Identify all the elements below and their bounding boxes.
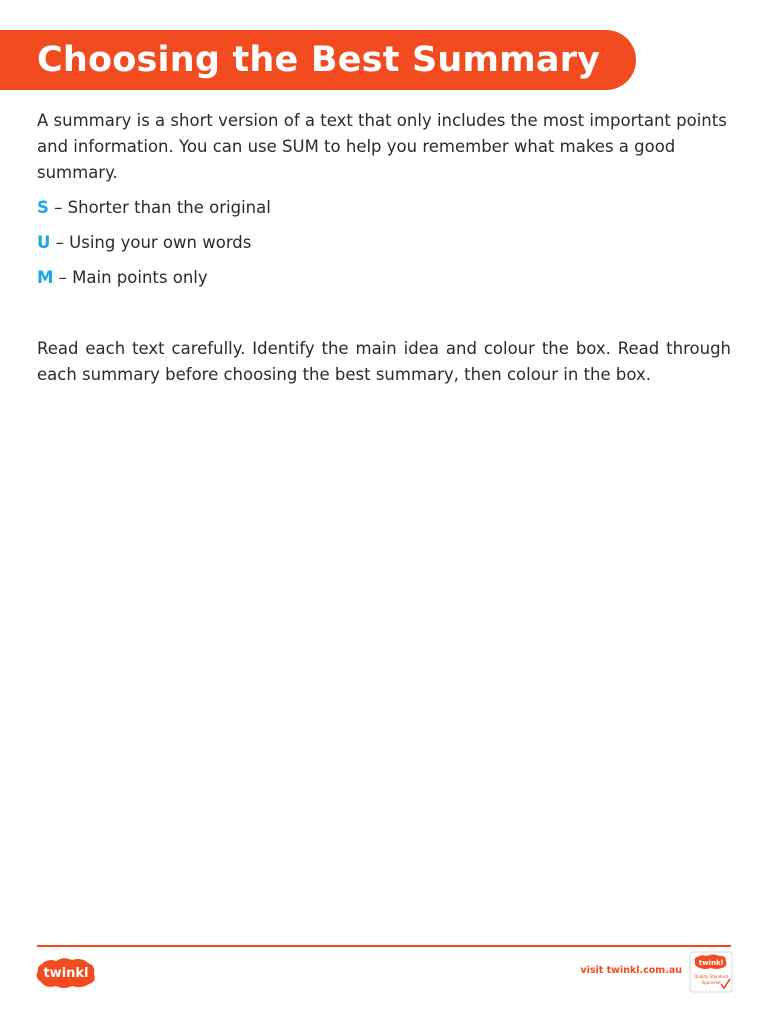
badge-label-1: Quality Standard <box>694 974 728 979</box>
page-title: Choosing the Best Summary <box>37 40 601 80</box>
sum-item-text: – Main points only <box>58 268 208 287</box>
sum-list <box>37 195 731 291</box>
sum-item-text: – Shorter than the original <box>54 198 271 217</box>
badge-label-2: Approved <box>701 980 721 985</box>
sum-letter: S <box>37 198 49 217</box>
instructions-paragraph: Read each text carefully. Identify the main idea and colour the box. Read through each summary before choosing the best summary, then colour in the box. <box>37 339 731 384</box>
title-banner <box>0 30 636 90</box>
footer-divider <box>37 945 731 947</box>
sum-letter: U <box>37 233 51 252</box>
quality-standard-badge-icon <box>689 951 733 993</box>
sum-letter: M <box>37 268 54 287</box>
footer-website-link[interactable]: visit twinkl.com.au <box>580 965 682 976</box>
sum-item-s <box>37 195 731 221</box>
sum-item-text: – Using your own words <box>55 233 252 252</box>
twinkl-logo-icon[interactable] <box>34 955 98 989</box>
badge-brand-text: twinkl <box>698 959 724 967</box>
sum-item-m <box>37 265 731 291</box>
logo-text: twinkl <box>43 966 89 981</box>
worksheet-content <box>37 108 731 388</box>
sum-item-u <box>37 230 731 256</box>
intro-paragraph: A summary is a short version of a text that only includes the most important points and information. You can use SUM to help you remember what makes a good summary. <box>37 111 727 182</box>
